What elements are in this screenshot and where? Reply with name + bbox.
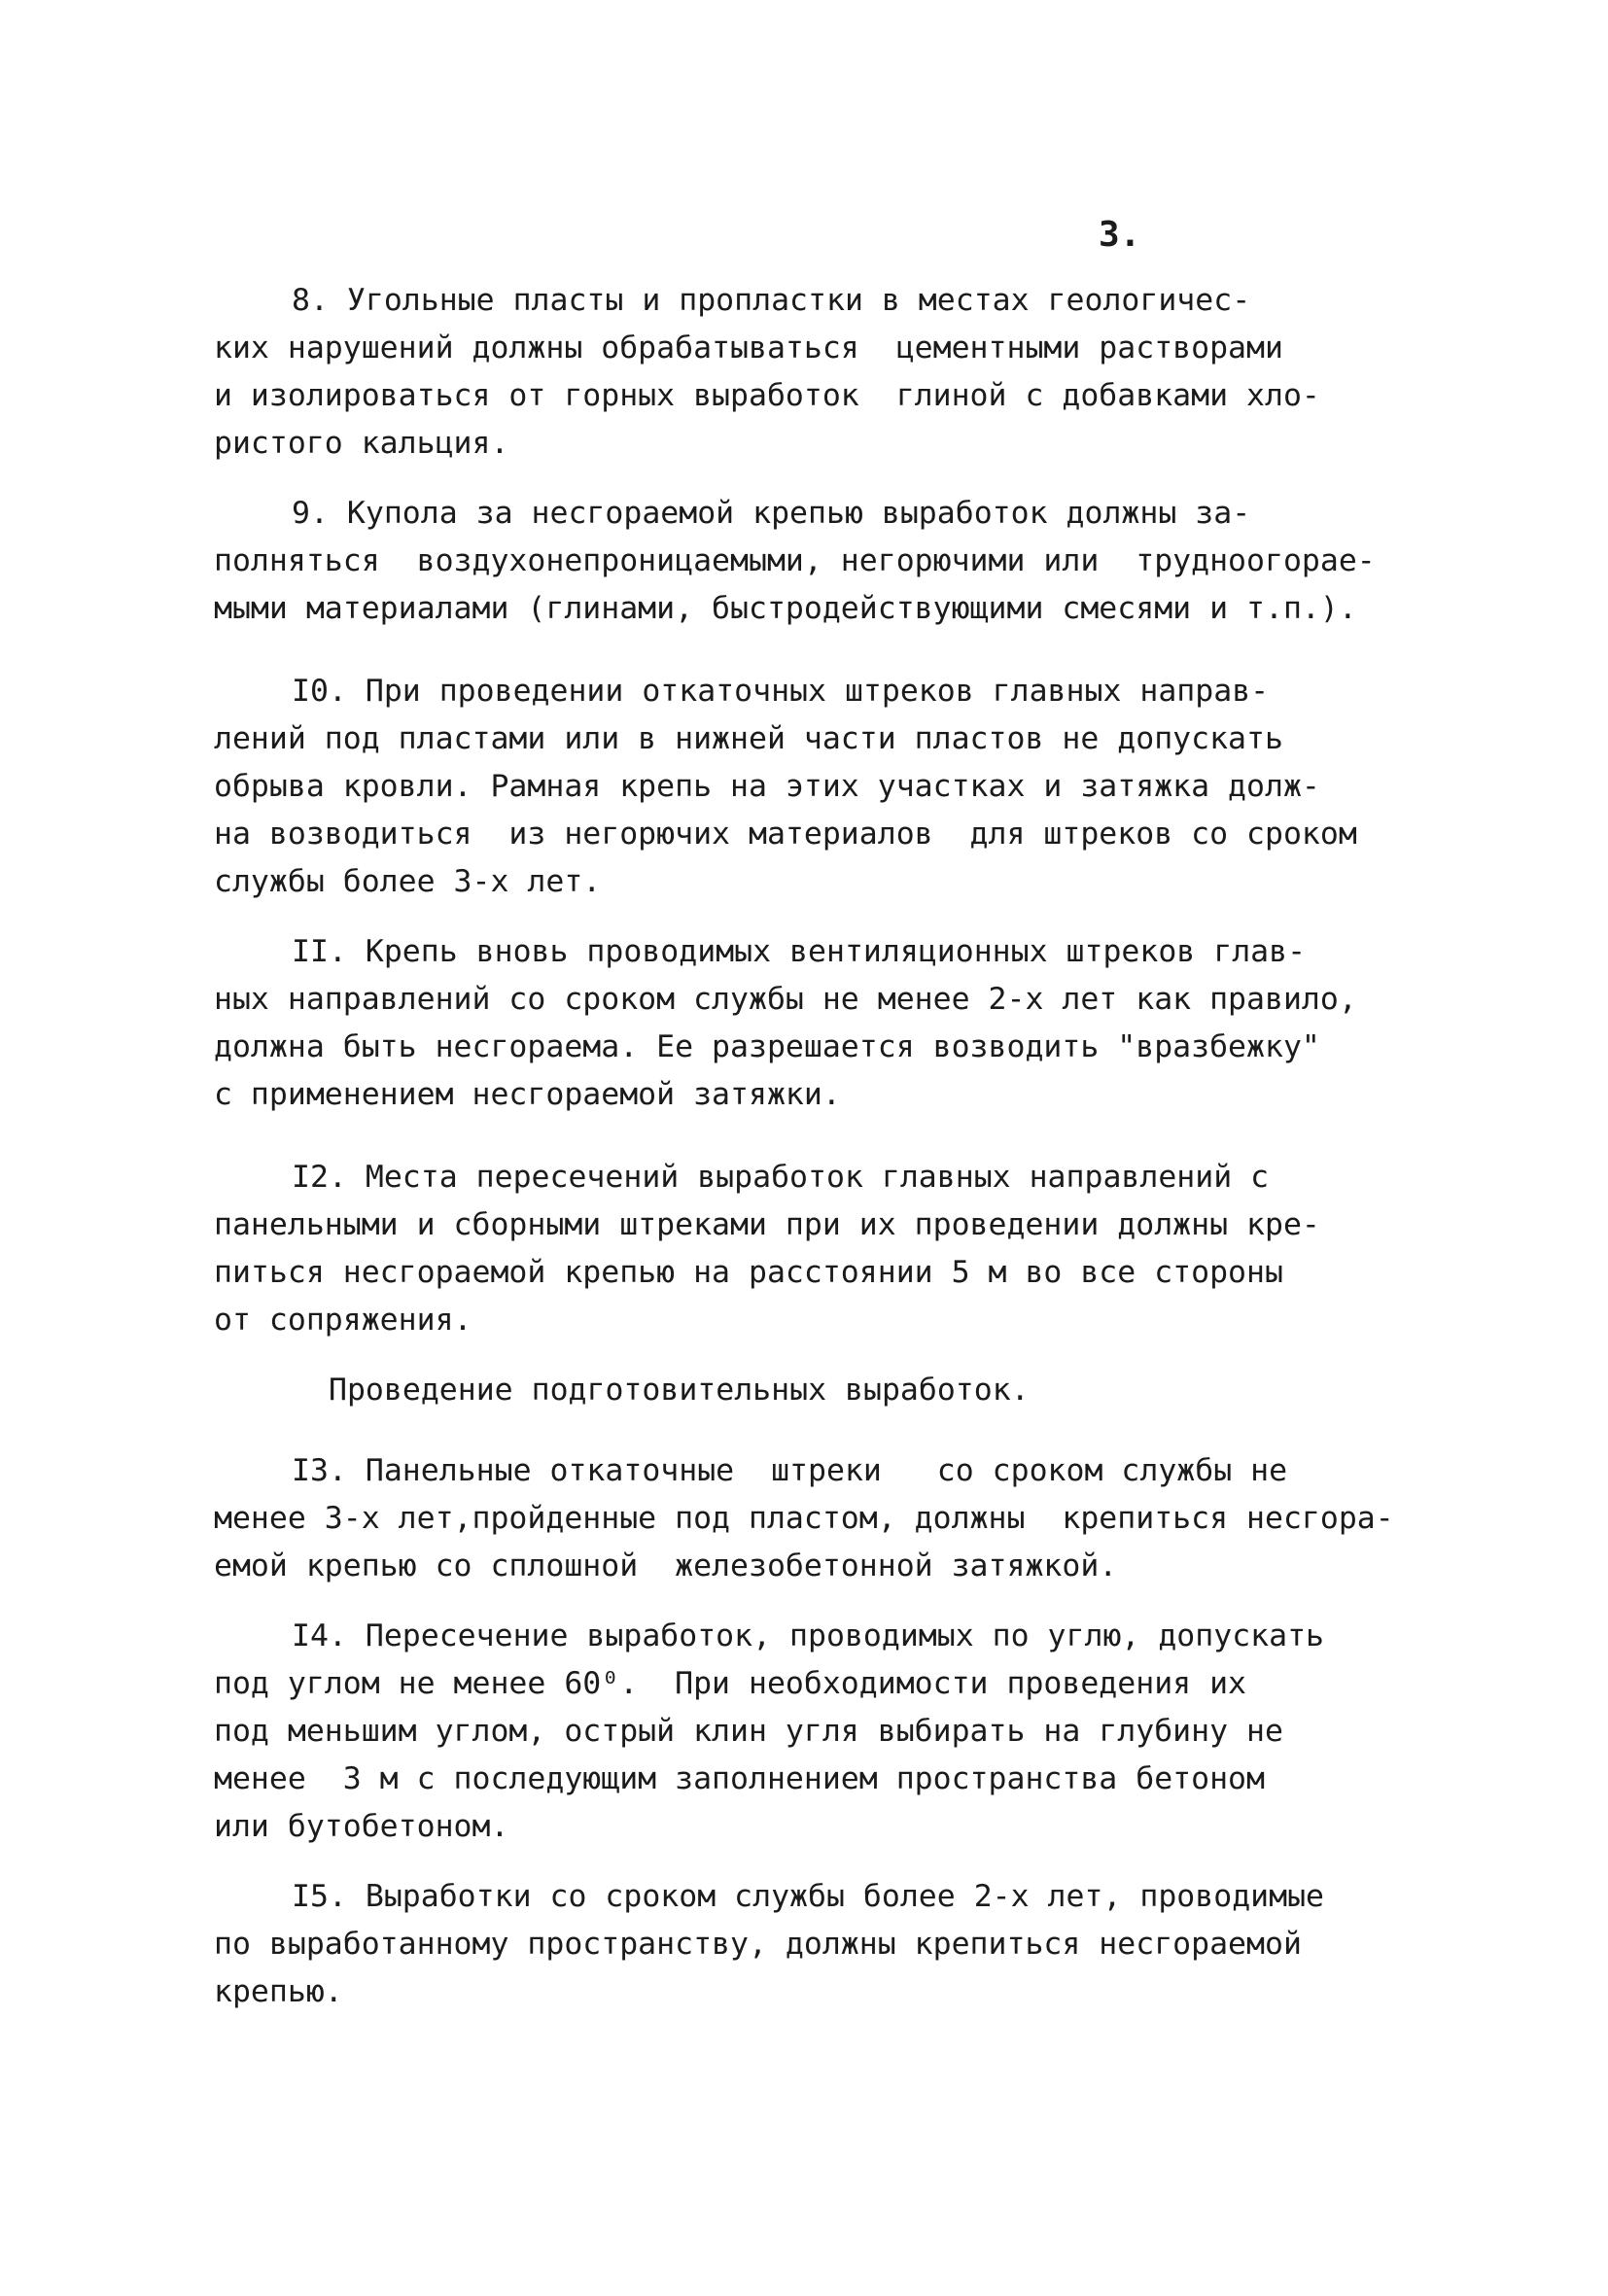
text-line: II. Крепь вновь проводимых вентиляционных штреков глав- (292, 934, 1307, 969)
text-line: или бутобетоном. (214, 1809, 509, 1844)
text-line: I5. Выработки со сроком службы более 2-х лет, проводимые (292, 1879, 1325, 1914)
text-line: 8. Угольные пласты и пропластки в местах геологичес- (292, 283, 1251, 318)
text-line: лений под пластами или в нижней части пластов не допускать (214, 721, 1283, 756)
paragraph-11 (214, 928, 1439, 1119)
text-line: и изолироваться от горных выработок глиной с добавками хло- (214, 378, 1320, 413)
section-heading: Проведение подготовительных выработок. (329, 1373, 1030, 1408)
text-line: от сопряжения. (214, 1303, 472, 1338)
text-line: на возводиться из негорючих материалов для штреков со сроком (214, 817, 1357, 852)
paragraph-8 (214, 277, 1439, 468)
text-line: ных направлений со сроком службы не менее 2-х лет как правило, (214, 982, 1357, 1017)
text-line: емой крепью со сплошной железобетонной затяжкой. (214, 1548, 1118, 1583)
page-number: 3. (1099, 215, 1141, 255)
text-line: ких нарушений должны обрабатываться цементными растворами (214, 330, 1283, 365)
text-line: I2. Места пересечений выработок главных направлений с (292, 1160, 1270, 1195)
text-line: менее 3-х лет,пройденные под пластом, должны крепиться несгора- (214, 1501, 1394, 1536)
text-line: под меньшим углом, острый клин угля выбирать на глубину не (214, 1714, 1283, 1749)
paragraph-14 (214, 1613, 1439, 1851)
text-line: мыми материалами (глинами, быстродействующими смесями и т.п.). (214, 591, 1357, 626)
text-line: обрыва кровли. Рамная крепь на этих участках и затяжка долж- (214, 769, 1320, 804)
paragraph-13 (214, 1447, 1439, 1590)
text-line: с применением несгораемой затяжки. (214, 1077, 841, 1112)
paragraph-9 (214, 490, 1439, 633)
document-body (214, 277, 1439, 2038)
paragraph-10 (214, 668, 1439, 906)
text-line: питься несгораемой крепью на расстоянии 5 м во все стороны (214, 1255, 1283, 1290)
text-line: под углом не менее 60⁰. При необходимости проведения их (214, 1666, 1247, 1701)
text-line: I3. Панельные откаточные штреки со сроком службы не (292, 1453, 1288, 1488)
paragraph-12 (214, 1154, 1439, 1344)
text-line: крепью. (214, 1974, 343, 2009)
paragraph-15 (214, 1873, 1439, 2016)
text-line: I4. Пересечение выработок, проводимых по углю, допускать (292, 1618, 1325, 1653)
text-line: по выработанному пространству, должны крепиться несгораемой (214, 1927, 1302, 1962)
text-line: ристого кальция. (214, 426, 509, 461)
text-line: 9. Купола за несгораемой крепью выработок должны за- (292, 496, 1251, 531)
text-line: панельными и сборными штреками при их проведении должны кре- (214, 1207, 1320, 1242)
text-line: менее 3 м с последующим заполнением пространства бетоном (214, 1761, 1265, 1796)
text-line: I0. При проведении откаточных штреков главных направ- (292, 674, 1270, 709)
text-line: полняться воздухонепроницаемыми, негорючими или трудноогорае- (214, 543, 1376, 578)
text-line: должна быть несгораема. Ее разрешается возводить "вразбежку" (214, 1029, 1320, 1064)
text-line: службы более 3-х лет. (214, 864, 602, 899)
